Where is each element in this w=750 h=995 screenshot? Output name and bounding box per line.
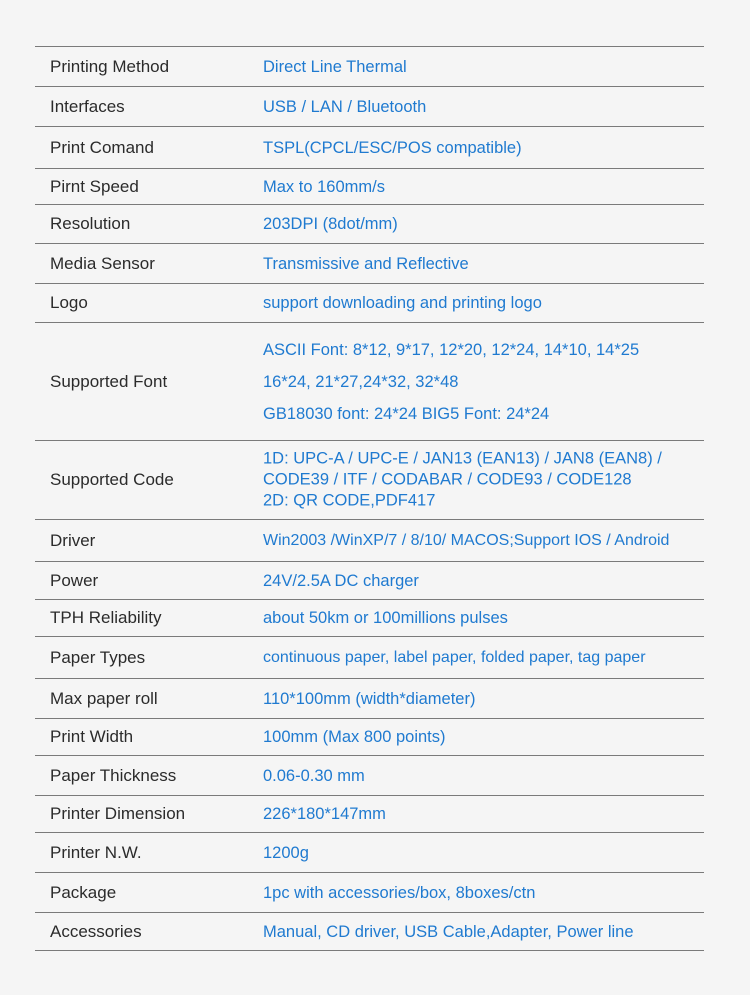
- spec-value-line: 2D: QR CODE,PDF417: [263, 491, 436, 510]
- spec-value-line: 16*24, 21*27,24*32, 32*48: [263, 372, 459, 391]
- spec-value: 110*100mm (width*diameter): [263, 689, 476, 708]
- spec-label: Power: [50, 570, 99, 590]
- spec-value: 226*180*147mm: [263, 805, 386, 823]
- spec-value: 1pc with accessories/box, 8boxes/ctn: [263, 883, 536, 902]
- spec-value: continuous paper, label paper, folded paper, tag paper: [263, 648, 646, 666]
- spec-label: Supported Font: [50, 371, 168, 391]
- spec-label: Printing Method: [50, 56, 170, 76]
- spec-label: Paper Types: [50, 647, 146, 667]
- spec-label: Accessories: [50, 921, 142, 941]
- spec-label: Printer Dimension: [50, 804, 186, 823]
- spec-row-paper-thickness: [35, 756, 704, 796]
- spec-value-line: GB18030 font: 24*24 BIG5 Font: 24*24: [263, 404, 550, 423]
- spec-row-printer-dimension: [35, 796, 704, 833]
- spec-label: Media Sensor: [50, 253, 155, 273]
- spec-value: Transmissive and Reflective: [263, 254, 469, 273]
- spec-row-supported-code: [35, 441, 704, 520]
- spec-label: Supported Code: [50, 470, 174, 489]
- spec-row-print-speed: [35, 169, 704, 205]
- spec-row-paper-types: [35, 637, 704, 679]
- spec-value: 100mm (Max 800 points): [263, 728, 446, 746]
- spec-value: [263, 449, 662, 512]
- spec-row-driver: [35, 520, 704, 562]
- spec-label: Interfaces: [50, 96, 125, 116]
- spec-row-interfaces: [35, 87, 704, 127]
- spec-row-package: [35, 873, 704, 913]
- spec-value: 203DPI (8dot/mm): [263, 215, 398, 233]
- spec-row-printer-nw: [35, 833, 704, 873]
- spec-row-tph-reliability: [35, 600, 704, 637]
- spec-row-media-sensor: [35, 244, 704, 284]
- spec-label: Paper Thickness: [50, 765, 177, 785]
- spec-label: Package: [50, 882, 117, 902]
- spec-row-max-paper-roll: [35, 679, 704, 719]
- spec-value-line: 1D: UPC-A / UPC-E / JAN13 (EAN13) / JAN8 (EAN8) /: [263, 449, 662, 468]
- spec-row-power: [35, 562, 704, 600]
- spec-value: about 50km or 100millions pulses: [263, 609, 508, 627]
- spec-value: [263, 334, 639, 430]
- spec-row-accessories: [35, 913, 704, 951]
- spec-value-line: ASCII Font: 8*12, 9*17, 12*20, 12*24, 14*10, 14*25: [263, 340, 640, 359]
- spec-label: Print Width: [50, 727, 134, 746]
- spec-row-print-width: [35, 719, 704, 756]
- spec-value: support downloading and printing logo: [263, 294, 542, 312]
- spec-value: 0.06-0.30 mm: [263, 766, 365, 785]
- spec-label: Resolution: [50, 214, 131, 233]
- spec-label: Logo: [50, 293, 88, 312]
- spec-value: 24V/2.5A DC charger: [263, 571, 419, 590]
- spec-row-printing-method: [35, 47, 704, 87]
- spec-row-print-command: [35, 127, 704, 169]
- spec-label: Pirnt Speed: [50, 176, 139, 196]
- spec-row-logo: [35, 284, 704, 323]
- spec-value: Max to 160mm/s: [263, 177, 385, 196]
- spec-value: USB / LAN / Bluetooth: [263, 97, 427, 116]
- spec-value: TSPL(CPCL/ESC/POS compatible): [263, 138, 522, 157]
- spec-row-supported-font: [35, 323, 704, 441]
- spec-row-resolution: [35, 205, 704, 244]
- spec-label: Printer N.W.: [50, 842, 142, 862]
- spec-table: [35, 46, 704, 951]
- spec-label: TPH Reliability: [50, 608, 162, 627]
- spec-label: Max paper roll: [50, 688, 158, 708]
- spec-value: Win2003 /WinXP/7 / 8/10/ MACOS;Support IOS / Android: [263, 531, 670, 549]
- spec-label: Print Comand: [50, 137, 154, 157]
- spec-label: Driver: [50, 530, 96, 550]
- spec-value: Manual, CD driver, USB Cable,Adapter, Power line: [263, 922, 634, 941]
- spec-value: Direct Line Thermal: [263, 57, 407, 76]
- spec-value: 1200g: [263, 843, 309, 862]
- spec-value-line: CODE39 / ITF / CODABAR / CODE93 / CODE128: [263, 470, 632, 489]
